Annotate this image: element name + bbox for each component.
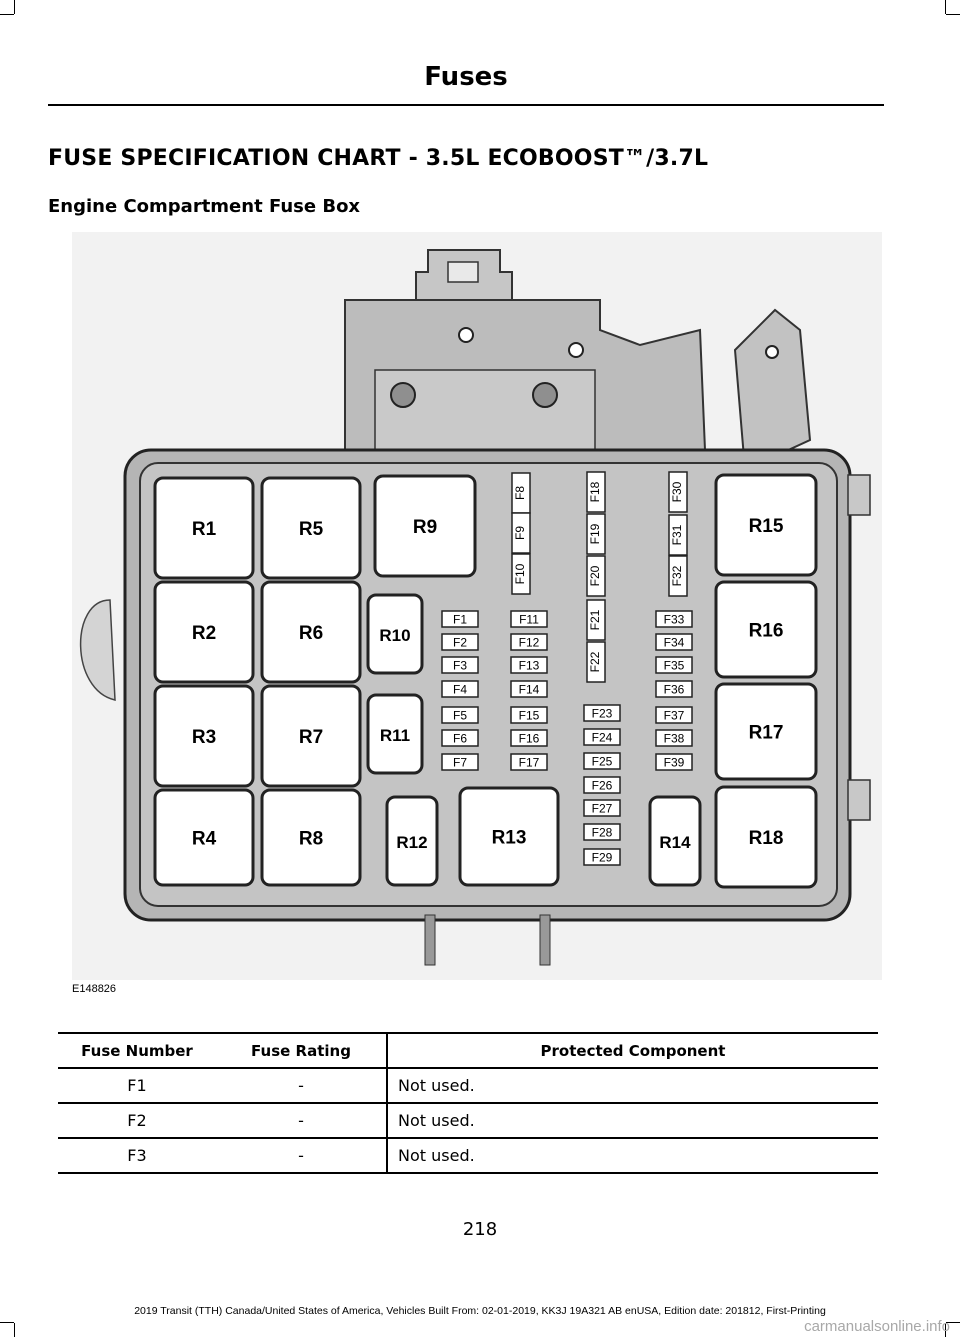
fuse-number-cell: F1 [58, 1068, 216, 1103]
fuse-label: F28 [591, 825, 613, 840]
fuse-label: F32 [670, 565, 685, 587]
crop-mark [0, 1322, 14, 1323]
table-row [58, 1103, 878, 1138]
fuse-label: F36 [663, 682, 685, 697]
relay-label: R9 [412, 517, 438, 538]
relay-label: R1 [191, 519, 217, 540]
fuse-label: F19 [588, 523, 603, 545]
fuse-label: F38 [663, 731, 685, 746]
fuse-number-cell: F2 [58, 1103, 216, 1138]
column-header-fuse-rating: Fuse Rating [216, 1033, 387, 1068]
relay-label: R12 [396, 833, 428, 852]
fuse-label: F23 [591, 706, 613, 721]
column-header-protected-component: Protected Component [387, 1033, 878, 1068]
fuse-label: F20 [588, 565, 603, 587]
relay-label: R10 [379, 626, 411, 645]
fuse-label: F33 [663, 612, 685, 627]
subsection-heading: Engine Compartment Fuse Box [48, 196, 361, 217]
relay-label: R16 [748, 620, 784, 642]
protected-component-cell: Not used. [387, 1138, 878, 1173]
page-header-title: Fuses [424, 62, 508, 92]
fuse-label: F39 [663, 755, 685, 770]
fuse-label: F3 [452, 658, 468, 673]
fuse-label: F7 [452, 755, 468, 770]
relay-label: R5 [298, 519, 324, 540]
fuse-label: F29 [591, 850, 613, 865]
fuse-label: F37 [663, 708, 685, 723]
relay-label: R11 [379, 726, 411, 745]
relay-label: R7 [298, 727, 324, 748]
relay-label: R8 [298, 828, 324, 850]
fuse-label: F12 [518, 635, 540, 650]
fuse-number-cell: F3 [58, 1138, 216, 1173]
fuse-label: F27 [591, 801, 613, 816]
page-number: 218 [462, 1219, 498, 1240]
relay-label: R4 [191, 828, 217, 850]
footer-edition-text: 2019 Transit (TTH) Canada/United States of America, Vehicles Built From: 02-01-2019, KK3J 19A321 AB enUSA, Edition date: 201812, First-Printing [134, 1305, 826, 1317]
watermark: carmanualsonline.info [804, 1318, 950, 1335]
crop-mark [14, 1323, 15, 1337]
fuse-label: F11 [519, 612, 539, 627]
column-header-fuse-number: Fuse Number [58, 1033, 216, 1068]
fuse-label: F15 [518, 708, 540, 723]
relay-label: R14 [659, 833, 691, 852]
fuse-label: F24 [591, 730, 613, 745]
fuse-label: F35 [663, 658, 685, 673]
fuse-rating-cell: - [216, 1068, 387, 1103]
fuse-label: F25 [591, 754, 613, 769]
fuse-label: F21 [588, 609, 603, 631]
section-heading: FUSE SPECIFICATION CHART - 3.5L ECOBOOST™/3.7L [48, 146, 709, 171]
fuse-spec-table [58, 1032, 878, 1174]
fuse-label: F18 [588, 481, 603, 503]
fuse-label: F22 [588, 651, 603, 673]
relay-label: R2 [191, 623, 217, 644]
table-row [58, 1068, 878, 1103]
fuse-label: F34 [663, 635, 685, 650]
protected-component-cell: Not used. [387, 1068, 878, 1103]
relay-label: R3 [191, 727, 217, 748]
fuse-label: F8 [513, 485, 528, 501]
fuse-rating-cell: - [216, 1138, 387, 1173]
relay-label: R15 [748, 516, 784, 537]
fuse-label: F30 [670, 481, 685, 503]
fuse-label: F4 [452, 682, 468, 697]
fuse-label: F31 [670, 524, 685, 546]
fuse-label: F16 [518, 731, 540, 746]
fuse-label: F17 [518, 755, 540, 770]
relay-label: R13 [491, 827, 527, 849]
relay-label: R17 [748, 722, 784, 744]
fuse-label: F10 [513, 563, 528, 585]
relay-label: R6 [298, 623, 324, 644]
fuse-label: F26 [591, 778, 613, 793]
fuse-label: F13 [518, 658, 540, 673]
fuse-rating-cell: - [216, 1103, 387, 1138]
relay-label: R18 [748, 828, 784, 849]
table-header-row [58, 1033, 878, 1068]
protected-component-cell: Not used. [387, 1103, 878, 1138]
fuse-label: F5 [452, 708, 468, 723]
fuse-label: F2 [452, 635, 468, 650]
image-code: E148826 [72, 983, 117, 995]
table-row [58, 1138, 878, 1173]
fuse-label: F1 [452, 612, 468, 627]
fuse-label: F9 [513, 525, 528, 541]
fuse-label: F6 [452, 731, 468, 746]
fuse-label: F14 [518, 682, 540, 697]
